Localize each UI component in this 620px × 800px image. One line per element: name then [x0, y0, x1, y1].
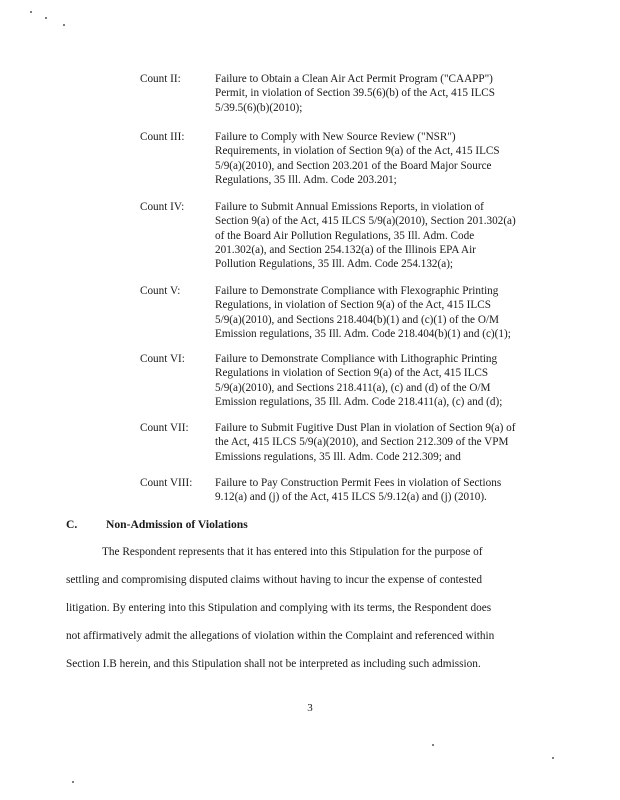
- count-description: [215, 421, 560, 464]
- count-line: Regulations, in violation of Section 9(a) of the Act, 415 ILCS: [215, 299, 491, 312]
- paragraph-line: litigation. By entering into this Stipulation and complying with its terms, the Respondent does: [66, 602, 492, 614]
- page-number: 3: [307, 702, 313, 714]
- count-line: 9.12(a) and (j) of the Act, 415 ILCS 5/9.12(a) and (j) (2010).: [215, 491, 487, 504]
- count-line: 5/9(a)(2010), and Sections 218.404(b)(1) and (c)(1) of the O/M: [215, 313, 499, 326]
- count-description: [215, 200, 560, 271]
- count-label: Count VIII:: [140, 477, 193, 489]
- count-line: Pollution Regulations, 35 Ill. Adm. Code 254.132(a);: [215, 258, 454, 271]
- count-line: Section 9(a) of the Act, 415 ILCS 5/9(a)(2010), Section 201.302(a): [215, 215, 516, 228]
- count-line: Failure to Demonstrate Compliance with Lithographic Printing: [215, 353, 498, 365]
- count-description: [215, 72, 560, 115]
- count-line: 5/9(a)(2010), and Sections 218.411(a), (c) and (d) of the O/M: [215, 381, 491, 394]
- count-label: Count II:: [140, 73, 181, 85]
- scan-speck: [45, 17, 47, 19]
- count-line: 201.302(a), and Section 254.132(a) of the Illinois EPA Air: [215, 243, 476, 256]
- paragraph-line: not affirmatively admit the allegations of violation within the Complaint and referenced within: [66, 630, 495, 642]
- paragraph-line: Section I.B herein, and this Stipulation shall not be interpreted as including such admission.: [66, 658, 481, 670]
- count-line: Failure to Demonstrate Compliance with Flexographic Printing: [215, 285, 499, 297]
- count-line: Failure to Submit Annual Emissions Reports, in violation of: [215, 201, 484, 213]
- count-line: 5/39.5(6)(b)(2010);: [215, 101, 303, 114]
- count-line: of the Board Air Pollution Regulations, 35 Ill. Adm. Code: [215, 229, 475, 242]
- count-line: Failure to Obtain a Clean Air Act Permit Program ("CAAPP"): [215, 73, 493, 85]
- section-letter: C.: [66, 518, 78, 531]
- count-description: [215, 352, 560, 409]
- count-line: 5/9(a)(2010), and Section 203.201 of the Board Major Source: [215, 159, 492, 172]
- count-line: Requirements, in violation of Section 9(a) of the Act, 415 ILCS: [215, 145, 500, 158]
- count-line: Failure to Pay Construction Permit Fees in violation of Sections: [215, 477, 502, 489]
- scan-speck: [552, 757, 554, 759]
- count-line: Emission regulations, 35 Ill. Adm. Code 218.404(b)(1) and (c)(1);: [215, 327, 511, 340]
- count-line: Regulations, 35 Ill. Adm. Code 203.201;: [215, 173, 397, 186]
- count-description: [215, 130, 560, 187]
- count-label: Count IV:: [140, 201, 185, 213]
- scan-speck: [432, 744, 434, 746]
- count-label: Count V:: [140, 285, 181, 297]
- paragraph-line: settling and compromising disputed claims without having to incur the expense of contested: [66, 574, 483, 586]
- paragraph-line: The Respondent represents that it has entered into this Stipulation for the purpose of: [102, 546, 483, 558]
- count-line: Failure to Submit Fugitive Dust Plan in violation of Section 9(a) of: [215, 422, 516, 434]
- count-description: [215, 284, 560, 341]
- count-line: Emissions regulations, 35 Ill. Adm. Code 212.309; and: [215, 450, 461, 463]
- count-label: Count III:: [140, 131, 185, 143]
- count-label: Count VII:: [140, 422, 189, 434]
- count-label: Count VI:: [140, 353, 185, 365]
- count-line: Emission regulations, 35 Ill. Adm. Code 218.411(a), (c) and (d);: [215, 395, 503, 408]
- scan-speck: [30, 11, 32, 13]
- count-line: Failure to Comply with New Source Review ("NSR"): [215, 131, 456, 143]
- count-line: Regulations in violation of Section 9(a) of the Act, 415 ILCS: [215, 367, 489, 380]
- count-description: [215, 476, 560, 505]
- count-line: the Act, 415 ILCS 5/9(a)(2010), and Section 212.309 of the VPM: [215, 436, 509, 449]
- scan-speck: [72, 781, 74, 783]
- scan-speck: [63, 24, 65, 26]
- section-title: Non-Admission of Violations: [106, 518, 248, 531]
- count-line: Permit, in violation of Section 39.5(6)(b) of the Act, 415 ILCS: [215, 87, 495, 100]
